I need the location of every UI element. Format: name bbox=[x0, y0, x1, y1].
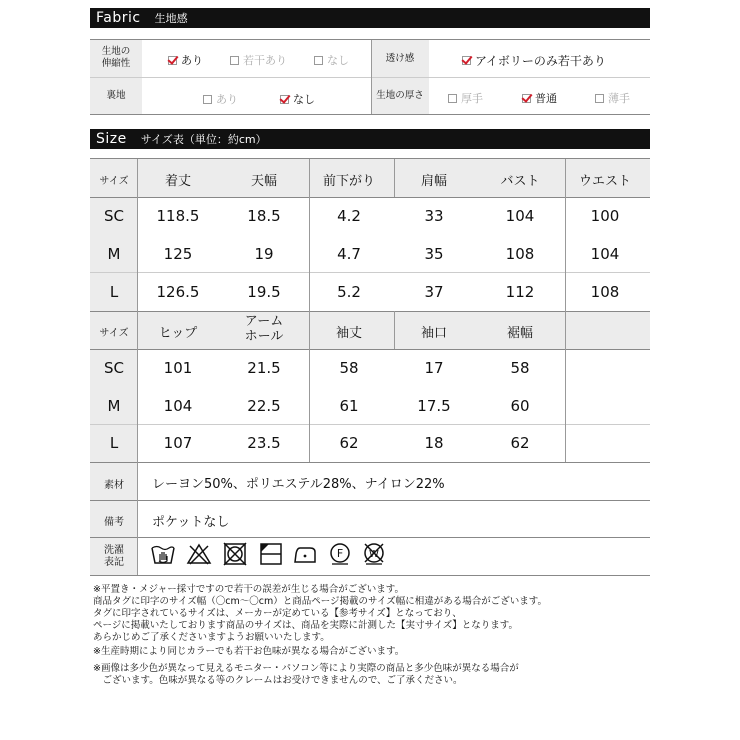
table-cell: 33 bbox=[424, 207, 444, 225]
table-cell: 17 bbox=[424, 359, 444, 377]
remarks-value: ポケットなし bbox=[152, 515, 230, 530]
note-line: ございます。色味が異なる等のクレームはお受けできませんので、ご了承ください。 bbox=[93, 675, 463, 686]
stretch-option-yes: あり bbox=[168, 52, 203, 68]
fabric-header-jp: 生地感 bbox=[154, 12, 188, 25]
col-header: 天幅 bbox=[250, 174, 277, 189]
checkbox-checked-icon bbox=[522, 94, 531, 103]
checkbox-empty-icon bbox=[230, 56, 239, 65]
col-header: ヒップ bbox=[158, 326, 198, 341]
table-cell: 100 bbox=[590, 207, 620, 225]
care-label: 洗濯 表記 bbox=[104, 545, 124, 568]
table-cell: 35 bbox=[424, 245, 444, 263]
table-cell: 118.5 bbox=[156, 207, 200, 225]
divider bbox=[90, 158, 650, 159]
note-line: ※生産時期により同じカラーでも若干お色味が異なる場合がございます。 bbox=[93, 646, 405, 657]
table-cell: 4.7 bbox=[337, 245, 361, 263]
table-cell: 108 bbox=[590, 283, 620, 301]
divider bbox=[90, 311, 650, 312]
checkbox-checked-icon bbox=[168, 56, 177, 65]
col-header: 着丈 bbox=[164, 174, 191, 189]
table-cell: 61 bbox=[339, 397, 359, 415]
thickness-option-thin: 薄手 bbox=[595, 90, 630, 106]
divider bbox=[90, 272, 650, 273]
table-cell: 126.5 bbox=[156, 283, 200, 301]
stretch-label: 生地の 伸縮性 bbox=[101, 46, 131, 69]
table-cell: 62 bbox=[339, 434, 359, 452]
divider bbox=[309, 159, 310, 462]
col-header: 袖口 bbox=[420, 326, 447, 341]
table-cell: 104 bbox=[505, 207, 535, 225]
remarks-label: 備考 bbox=[104, 517, 124, 528]
col-header: 前下がり bbox=[322, 174, 375, 189]
checkbox-empty-icon bbox=[203, 95, 212, 104]
checkbox-checked-icon bbox=[462, 56, 471, 65]
table-cell: 60 bbox=[510, 397, 530, 415]
table-cell: 104 bbox=[163, 397, 193, 415]
no-bleach-icon bbox=[186, 542, 212, 566]
table-cell: 21.5 bbox=[247, 359, 281, 377]
fabric-header-en: Fabric bbox=[96, 10, 141, 26]
svg-text:F: F bbox=[336, 547, 344, 560]
svg-text:W: W bbox=[369, 549, 379, 560]
table-cell: 23.5 bbox=[247, 434, 281, 452]
note-line: タグに印字されているサイズは、メーカーが定めている【参考サイズ】となっており、 bbox=[93, 608, 462, 619]
no-wet-clean-icon bbox=[361, 542, 387, 566]
divider bbox=[90, 77, 650, 78]
col-header: 裾幅 bbox=[506, 326, 533, 341]
divider bbox=[90, 575, 650, 576]
checkbox-checked-icon bbox=[280, 95, 289, 104]
table-cell: 22.5 bbox=[247, 397, 281, 415]
thickness-option-normal: 普通 bbox=[522, 90, 557, 106]
hand-wash-icon bbox=[150, 542, 176, 566]
stretch-option-none: なし bbox=[314, 52, 349, 68]
col-header: ウエスト bbox=[578, 174, 631, 189]
sheer-label: 透け感 bbox=[385, 53, 415, 64]
table1-size-label: サイズ bbox=[99, 176, 129, 187]
row-size-label: M bbox=[107, 397, 121, 415]
divider bbox=[565, 159, 566, 462]
dry-clean-f-icon bbox=[327, 542, 353, 566]
thickness-option-thick: 厚手 bbox=[448, 90, 483, 106]
table-cell: 17.5 bbox=[417, 397, 451, 415]
lining-option-yes: あり bbox=[203, 91, 238, 107]
divider bbox=[90, 114, 650, 115]
size-header-jp: サイズ表（単位：約cm） bbox=[140, 133, 267, 146]
no-tumble-dry-icon bbox=[222, 542, 248, 566]
size-header-en: Size bbox=[96, 131, 127, 147]
table-cell: 19.5 bbox=[247, 283, 281, 301]
table-cell: 4.2 bbox=[337, 207, 361, 225]
size-header bbox=[90, 129, 650, 149]
thickness-label: 生地の厚さ bbox=[376, 90, 424, 101]
table-cell: 107 bbox=[163, 434, 193, 452]
divider bbox=[90, 500, 650, 501]
line-dry-shade-icon bbox=[258, 542, 284, 566]
row-size-label: SC bbox=[104, 207, 124, 225]
col-header: 袖丈 bbox=[335, 326, 362, 341]
col-header: バスト bbox=[500, 174, 540, 189]
table2-size-label: サイズ bbox=[99, 328, 129, 339]
divider bbox=[90, 349, 650, 350]
divider bbox=[90, 462, 650, 463]
table-cell: 108 bbox=[505, 245, 535, 263]
table-cell: 18.5 bbox=[247, 207, 281, 225]
table-cell: 58 bbox=[510, 359, 530, 377]
sheer-option: アイボリーのみ若干あり bbox=[462, 52, 606, 69]
table-cell: 37 bbox=[424, 283, 444, 301]
stretch-option-slight: 若干あり bbox=[230, 52, 287, 68]
table-cell: 112 bbox=[505, 283, 535, 301]
checkbox-empty-icon bbox=[595, 94, 604, 103]
iron-low-icon bbox=[292, 542, 318, 566]
note-line: ※画像は多少色が異なって見えるモニター・パソコン等により実際の商品と多少色味が異なる場合が bbox=[93, 663, 519, 674]
table-cell: 104 bbox=[590, 245, 620, 263]
note-line: ※平置き・メジャー採寸ですので若干の誤差が生じる場合がございます。 bbox=[93, 584, 405, 595]
checkbox-empty-icon bbox=[448, 94, 457, 103]
divider bbox=[371, 40, 372, 114]
divider bbox=[90, 197, 650, 198]
material-value: レーヨン50%、ポリエステル28%、ナイロン22% bbox=[152, 477, 445, 492]
row-size-label: L bbox=[109, 283, 119, 301]
table-cell: 58 bbox=[339, 359, 359, 377]
lining-option-none: なし bbox=[280, 91, 315, 107]
note-line: あらかじめご了承くださいますようお願いいたします。 bbox=[93, 632, 330, 643]
note-line: ページに掲載いたしております商品のサイズは、商品を実際に計測した【実寸サイズ】となります。 bbox=[93, 620, 519, 631]
col-header: 肩幅 bbox=[420, 174, 447, 189]
checkbox-empty-icon bbox=[314, 56, 323, 65]
divider bbox=[90, 39, 650, 40]
divider bbox=[90, 537, 650, 538]
divider bbox=[90, 424, 650, 425]
table-cell: 125 bbox=[163, 245, 193, 263]
table-cell: 62 bbox=[510, 434, 530, 452]
table-cell: 5.2 bbox=[337, 283, 361, 301]
lining-label: 裏地 bbox=[106, 90, 126, 101]
table-cell: 101 bbox=[163, 359, 193, 377]
material-label: 素材 bbox=[104, 480, 124, 491]
note-line: 商品タグに印字のサイズ幅（〇cm〜〇cm）と商品ページ掲載のサイズ幅に相違がある場合がございます。 bbox=[93, 596, 547, 607]
fabric-header bbox=[90, 8, 650, 28]
col-header: アーム ホール bbox=[244, 314, 284, 344]
row-size-label: SC bbox=[104, 359, 124, 377]
row-size-label: L bbox=[109, 434, 119, 452]
table-cell: 19 bbox=[254, 245, 274, 263]
row-size-label: M bbox=[107, 245, 121, 263]
table-cell: 18 bbox=[424, 434, 444, 452]
